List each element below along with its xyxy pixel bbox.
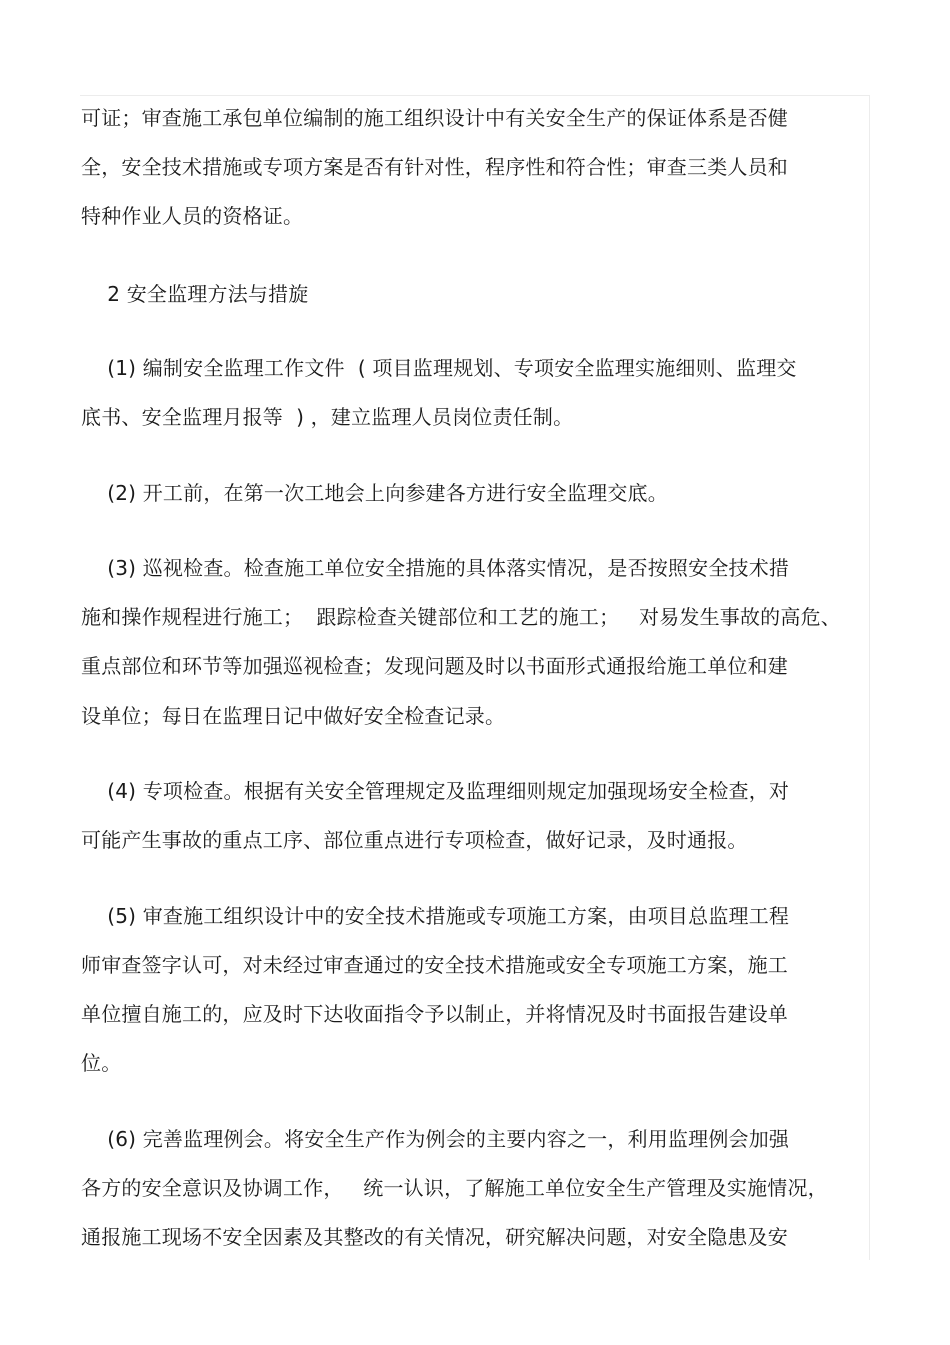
text-line: 通报施工现场不安全因素及其整改的有关情况，研究解决问题，对安全隐患及安 xyxy=(81,1225,788,1249)
text-line: 重点部位和环节等加强巡视检查；发现问题及时以书面形式通报给施工单位和建 xyxy=(81,654,788,678)
text-line: 可能产生事故的重点工序、部位重点进行专项检查，做好记录，及时通报。 xyxy=(81,828,748,852)
text-line: 施和操作规程进行施工； 跟踪检查关键部位和工艺的施工； 对易发生事故的高危、 xyxy=(81,605,841,629)
text-line: 单位擅自施工的，应及时下达收面指令予以制止，并将情况及时书面报告建设单 xyxy=(81,1002,788,1026)
text-line: 设单位；每日在监理日记中做好安全检查记录。 xyxy=(81,704,506,728)
text-line: (3) 巡视检查。检查施工单位安全措施的具体落实情况，是否按照安全技术措 xyxy=(81,556,790,580)
section-heading: 2 安全监理方法与措旋 xyxy=(81,282,309,306)
text-line: (1) 编制安全监理工作文件 ( 项目监理规划、专项安全监理实施细则、监理交 xyxy=(81,356,797,380)
text-line: 各方的安全意识及协调工作， 统一认识，了解施工单位安全生产管理及实施情况， xyxy=(81,1176,828,1200)
text-line: 师审查签字认可，对未经过审查通过的安全技术措施或安全专项施工方案，施工 xyxy=(81,953,788,977)
text-line: (2) 开工前，在第一次工地会上向参建各方进行安全监理交底。 xyxy=(81,481,668,505)
text-line: 底书、安全监理月报等 ) ，建立监理人员岗位责任制。 xyxy=(81,405,574,429)
text-line: (6) 完善监理例会。将安全生产作为例会的主要内容之一，利用监理例会加强 xyxy=(81,1127,790,1151)
page-border-right xyxy=(869,95,870,1260)
text-line: (5) 审查施工组织设计中的安全技术措施或专项施工方案，由项目总监理工程 xyxy=(81,904,790,928)
text-line: 全，安全技术措施或专项方案是否有针对性，程序性和符合性；审查三类人员和 xyxy=(81,155,788,179)
text-line: 可证；审查施工承包单位编制的施工组织设计中有关安全生产的保证体系是否健 xyxy=(81,106,788,130)
text-line: (4) 专项检查。根据有关安全管理规定及监理细则规定加强现场安全检查，对 xyxy=(81,779,790,803)
text-line: 特种作业人员的资格证。 xyxy=(81,204,304,228)
text-line: 位。 xyxy=(81,1051,122,1075)
page-border-top xyxy=(80,95,870,96)
